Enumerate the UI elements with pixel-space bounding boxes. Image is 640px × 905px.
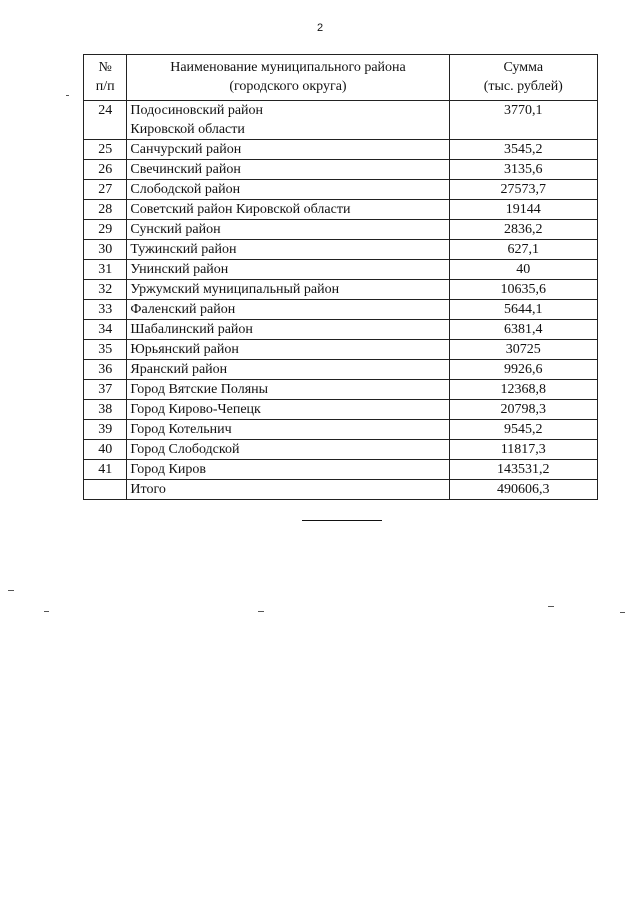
row-sum: 12368,8	[449, 380, 597, 400]
header-name-line: (городского округа)	[229, 79, 347, 94]
row-name	[127, 480, 449, 500]
row-sum: 40	[449, 260, 597, 280]
row-name-line: Советский район Кировской области	[130, 202, 351, 217]
row-name-line: Уржумский муниципальный район	[130, 282, 340, 297]
row-name	[127, 460, 449, 480]
row-number: 40	[84, 440, 127, 460]
row-number: 32	[84, 280, 127, 300]
header-sum	[449, 55, 597, 101]
row-number: 38	[84, 400, 127, 420]
table-row	[84, 200, 598, 220]
row-name	[127, 101, 449, 140]
header-number	[84, 55, 127, 101]
row-name	[127, 220, 449, 240]
row-name-line: Фаленский район	[130, 302, 236, 317]
table-row	[84, 420, 598, 440]
header-row	[84, 55, 598, 101]
header-sum-line: Сумма	[503, 60, 544, 75]
row-name-line: Кировской области	[130, 122, 245, 137]
row-sum: 27573,7	[449, 180, 597, 200]
table-row	[84, 480, 598, 500]
header-number-line: №	[98, 60, 112, 75]
row-name-line: Город Котельнич	[130, 422, 232, 437]
row-name-line: Унинский район	[130, 262, 229, 277]
table-row	[84, 320, 598, 340]
row-name	[127, 260, 449, 280]
row-name-line: Город Слободской	[130, 442, 240, 457]
page-number: 2	[316, 22, 324, 34]
header-sum-line: (тыс. рублей)	[483, 79, 563, 94]
table-header	[84, 55, 598, 101]
row-name	[127, 160, 449, 180]
allocation-table	[83, 54, 598, 500]
table-row	[84, 260, 598, 280]
row-name	[127, 420, 449, 440]
row-sum: 3135,6	[449, 160, 597, 180]
row-number	[84, 480, 127, 500]
row-number: 37	[84, 380, 127, 400]
row-number: 34	[84, 320, 127, 340]
row-sum: 9926,6	[449, 360, 597, 380]
table-row	[84, 240, 598, 260]
row-name	[127, 320, 449, 340]
row-number: 30	[84, 240, 127, 260]
scan-speck	[8, 590, 14, 591]
row-name-line: Яранский район	[130, 362, 228, 377]
row-sum: 6381,4	[449, 320, 597, 340]
header-number-line: п/п	[95, 79, 115, 94]
row-number: 24	[84, 101, 127, 140]
row-sum: 627,1	[449, 240, 597, 260]
table-body	[84, 101, 598, 500]
table-row	[84, 101, 598, 140]
row-name-line: Тужинский район	[130, 242, 237, 257]
row-sum: 143531,2	[449, 460, 597, 480]
row-name	[127, 280, 449, 300]
row-sum: 11817,3	[449, 440, 597, 460]
row-name	[127, 300, 449, 320]
scan-speck	[44, 611, 49, 612]
table-row	[84, 280, 598, 300]
header-name-line: Наименование муниципального района	[170, 60, 406, 75]
table-row	[84, 360, 598, 380]
table-row	[84, 380, 598, 400]
row-sum: 3770,1	[449, 101, 597, 140]
row-number: 41	[84, 460, 127, 480]
table-row	[84, 220, 598, 240]
row-sum: 3545,2	[449, 140, 597, 160]
row-name-line: Итого	[130, 482, 166, 497]
scan-speck	[620, 612, 625, 613]
row-sum: 490606,3	[449, 480, 597, 500]
table-row	[84, 400, 598, 420]
row-number: 26	[84, 160, 127, 180]
row-name-line: Город Киров	[130, 462, 206, 477]
row-name	[127, 360, 449, 380]
row-name-line: Юрьянский район	[130, 342, 239, 357]
row-number: 36	[84, 360, 127, 380]
scan-speck	[258, 611, 264, 612]
scan-speck	[548, 606, 554, 607]
row-sum: 10635,6	[449, 280, 597, 300]
row-name	[127, 380, 449, 400]
row-sum: 19144	[449, 200, 597, 220]
row-name-line: Свечинский район	[130, 162, 241, 177]
row-name	[127, 340, 449, 360]
table-row	[84, 180, 598, 200]
row-number: 28	[84, 200, 127, 220]
row-number: 35	[84, 340, 127, 360]
header-name	[127, 55, 449, 101]
row-number: 27	[84, 180, 127, 200]
row-sum: 20798,3	[449, 400, 597, 420]
row-sum: 2836,2	[449, 220, 597, 240]
row-name	[127, 400, 449, 420]
row-number: 33	[84, 300, 127, 320]
row-name-line: Город Кирово-Чепецк	[130, 402, 261, 417]
row-name	[127, 140, 449, 160]
table-row	[84, 140, 598, 160]
row-name	[127, 180, 449, 200]
row-name	[127, 440, 449, 460]
row-name-line: Сунский район	[130, 222, 221, 237]
row-number: 29	[84, 220, 127, 240]
row-number: 39	[84, 420, 127, 440]
scan-speck	[66, 95, 69, 96]
row-name-line: Подосиновский район	[130, 103, 264, 118]
table-row	[84, 460, 598, 480]
row-sum: 9545,2	[449, 420, 597, 440]
row-name	[127, 240, 449, 260]
row-sum: 5644,1	[449, 300, 597, 320]
row-name-line: Слободской район	[130, 182, 241, 197]
row-number: 31	[84, 260, 127, 280]
end-divider	[302, 520, 382, 521]
table-row	[84, 340, 598, 360]
row-number: 25	[84, 140, 127, 160]
row-name-line: Город Вятские Поляны	[130, 382, 269, 397]
table-row	[84, 440, 598, 460]
table-row	[84, 300, 598, 320]
row-name-line: Шабалинский район	[130, 322, 253, 337]
row-name	[127, 200, 449, 220]
table-row	[84, 160, 598, 180]
row-sum: 30725	[449, 340, 597, 360]
row-name-line: Санчурский район	[130, 142, 242, 157]
